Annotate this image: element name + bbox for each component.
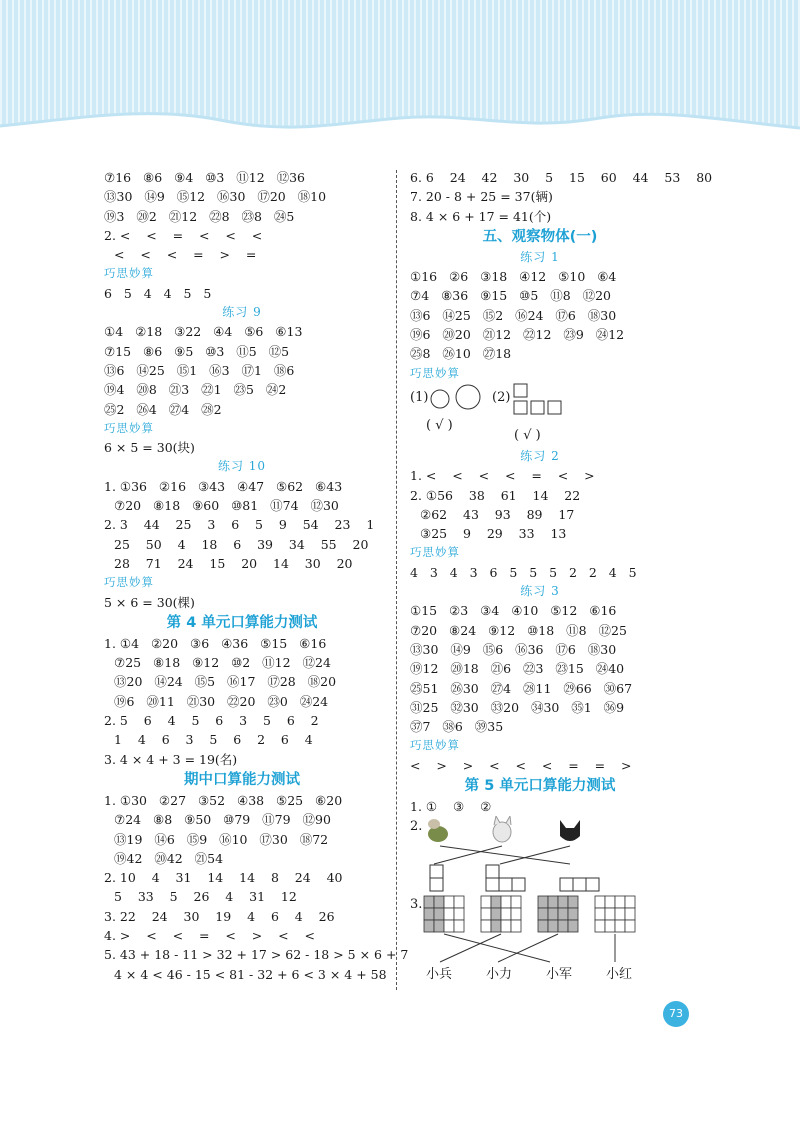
grid-cell bbox=[444, 908, 454, 920]
grid-cell bbox=[595, 908, 605, 920]
figure-row bbox=[410, 383, 670, 447]
grid-cell bbox=[481, 896, 491, 908]
answer-line: ㉕8 ㉖10 ㉗18 bbox=[410, 346, 512, 362]
grid-cell bbox=[568, 920, 578, 932]
answer-line: ㉕2 ㉖4 ㉗4 ㉘2 bbox=[104, 401, 222, 417]
answer-line: ③25 9 29 33 13 bbox=[420, 526, 567, 542]
grid-cell bbox=[424, 908, 434, 920]
figure-label-2: (2) bbox=[492, 389, 511, 405]
header-banner bbox=[0, 0, 800, 150]
grid-cell bbox=[568, 908, 578, 920]
answer-line: 2. ①56 38 61 14 22 bbox=[410, 487, 581, 503]
answer-line: 6 × 5 = 30(块) bbox=[104, 440, 195, 456]
view-square bbox=[430, 878, 443, 891]
answer-line: ⑦15 ⑧6 ⑨5 ⑩3 ⑪5 ⑫5 bbox=[104, 343, 290, 359]
grid-cell bbox=[558, 908, 568, 920]
figure-label-1: (1) bbox=[410, 389, 429, 405]
view-square bbox=[486, 878, 499, 891]
grid-cell bbox=[595, 896, 605, 908]
exercise-subtitle: 练习 2 bbox=[520, 448, 560, 463]
grid-cell bbox=[605, 920, 615, 932]
answer-line: ㉕51 ㉖30 ㉗4 ㉘11 ㉙66 ㉚67 bbox=[410, 680, 633, 696]
answer-line: 2. 10 4 31 14 14 8 24 40 bbox=[104, 870, 343, 886]
grid-cell bbox=[481, 908, 491, 920]
answer-line: 2. 5 6 4 5 6 3 5 6 2 bbox=[104, 713, 319, 729]
figure2-label: 2. bbox=[410, 819, 423, 835]
answer-line: ⑦16 ⑧6 ⑨4 ⑩3 ⑪12 ⑫36 bbox=[104, 170, 306, 185]
grid-cell bbox=[424, 920, 434, 932]
tip-label: 巧思妙算 bbox=[104, 575, 154, 590]
cube-face bbox=[531, 401, 544, 414]
answer-line: ⑲3 ⑳2 ㉑12 ㉒8 ㉓8 ㉔5 bbox=[104, 208, 295, 224]
grid-cell bbox=[434, 896, 444, 908]
grid-cell bbox=[548, 920, 558, 932]
answer-line: ⑬30 ⑭9 ⑮6 ⑯36 ⑰6 ⑱30 bbox=[410, 641, 617, 657]
cube-face bbox=[514, 401, 527, 414]
bird-head-icon bbox=[428, 819, 440, 829]
child-name: 小力 bbox=[486, 967, 513, 983]
grid-cell bbox=[538, 920, 548, 932]
figure-grid-views bbox=[410, 894, 650, 984]
answer-line: 6 5 4 4 5 5 bbox=[104, 285, 212, 301]
grid-cell bbox=[615, 908, 625, 920]
exercise-subtitle: 练习 1 bbox=[520, 249, 560, 264]
answer-line: 1. ①36 ②16 ③43 ④47 ⑤62 ⑥43 bbox=[104, 478, 343, 494]
grid-cell bbox=[491, 908, 501, 920]
answer-line: ㊲7 ㊳6 ㊴35 bbox=[410, 719, 504, 735]
answer-line: ⑲6 ⑳20 ㉑12 ㉒12 ㉓9 ㉔12 bbox=[410, 327, 625, 343]
grid-cell bbox=[511, 908, 521, 920]
answer-line: ①4 ②18 ③22 ④4 ⑤6 ⑥13 bbox=[104, 324, 303, 340]
grid-cell bbox=[538, 896, 548, 908]
child-name: 小红 bbox=[606, 967, 633, 983]
tip-label: 巧思妙算 bbox=[410, 738, 460, 753]
grid-cell bbox=[454, 908, 464, 920]
answer-line: 1. ①4 ②20 ③6 ④36 ⑤15 ⑥16 bbox=[104, 635, 327, 651]
answer-line: ⑦25 ⑧18 ⑨12 ⑩2 ⑪12 ⑫24 bbox=[114, 655, 331, 671]
answer-line: ①15 ②3 ③4 ④10 ⑤12 ⑥16 bbox=[410, 603, 617, 619]
grid-cell bbox=[454, 896, 464, 908]
answer-line: < > > < < < = = > bbox=[410, 757, 632, 773]
answer-line: ⑬6 ⑭25 ⑮2 ⑯24 ⑰6 ⑱30 bbox=[410, 307, 617, 323]
match-line bbox=[440, 846, 570, 864]
tip-label: 巧思妙算 bbox=[104, 266, 154, 281]
grid-cell bbox=[558, 896, 568, 908]
bird-icon bbox=[428, 826, 448, 842]
grid-cell bbox=[548, 908, 558, 920]
grid-cell bbox=[501, 896, 511, 908]
answer-line: ㉛25 ㉜30 ㉝20 ㉞30 ㉟1 ㊱9 bbox=[410, 699, 625, 715]
answer-line: 7. 20 - 8 + 25 = 37(辆) bbox=[410, 189, 553, 205]
figure-check-2: ( √ ) bbox=[514, 427, 541, 443]
view-square bbox=[512, 878, 525, 891]
figure-check-1: ( √ ) bbox=[426, 417, 453, 433]
view-square bbox=[573, 878, 586, 891]
child-name: 小兵 bbox=[426, 967, 453, 983]
answer-line: 5 33 5 26 4 31 12 bbox=[114, 889, 297, 905]
answer-line: ①16 ②6 ③18 ④12 ⑤10 ⑥4 bbox=[410, 269, 617, 285]
answer-line: 2. 3 44 25 3 6 5 9 54 23 1 bbox=[104, 517, 375, 533]
grid-cell bbox=[434, 920, 444, 932]
grid-cell bbox=[595, 920, 605, 932]
tip-label: 巧思妙算 bbox=[410, 365, 460, 380]
cube-face bbox=[514, 384, 527, 397]
section-heading: 五、观察物体(一) bbox=[482, 228, 598, 245]
grid-cell bbox=[511, 896, 521, 908]
grid-cell bbox=[481, 920, 491, 932]
grid-cell bbox=[491, 920, 501, 932]
grid-cell bbox=[558, 920, 568, 932]
grid-cell bbox=[615, 896, 625, 908]
answer-line: ⑦24 ⑧8 ⑨50 ⑩79 ⑪79 ⑫90 bbox=[114, 812, 331, 828]
answer-line: ⑦20 ⑧24 ⑨12 ⑩18 ⑪8 ⑫25 bbox=[410, 622, 627, 638]
answer-line: ⑲42 ⑳42 ㉑54 bbox=[114, 850, 224, 866]
match-line bbox=[440, 934, 501, 962]
large-circle bbox=[456, 385, 480, 409]
grid-cell bbox=[444, 920, 454, 932]
answer-line: 4 × 4 < 46 - 15 < 81 - 32 + 6 < 3 × 4 + 58 bbox=[114, 966, 387, 982]
section-heading: 第 5 单元口算能力测试 bbox=[464, 778, 616, 795]
answer-line: 25 50 4 18 6 39 34 55 20 bbox=[114, 536, 369, 552]
grid-cell bbox=[605, 908, 615, 920]
child-name: 小军 bbox=[546, 967, 573, 983]
exercise-subtitle: 练习 9 bbox=[222, 305, 262, 320]
tip-label: 巧思妙算 bbox=[410, 545, 460, 560]
answer-line: 1. ① ③ ② bbox=[410, 799, 492, 815]
exercise-subtitle: 练习 3 bbox=[520, 584, 560, 599]
cube-face bbox=[548, 401, 561, 414]
answer-line: ⑬19 ⑭6 ⑮9 ⑯10 ⑰30 ⑱72 bbox=[114, 831, 329, 847]
small-circle bbox=[431, 390, 449, 408]
grid-cell bbox=[501, 908, 511, 920]
answer-column-right bbox=[410, 168, 713, 984]
figure-row bbox=[410, 816, 670, 894]
answer-line: 28 71 24 15 20 14 30 20 bbox=[114, 555, 353, 571]
grid-cell bbox=[625, 908, 635, 920]
view-square bbox=[560, 878, 573, 891]
answer-line: ⑬20 ⑭24 ⑮5 ⑯17 ⑰28 ⑱20 bbox=[114, 674, 337, 690]
answer-line: ⑲12 ⑳18 ㉑6 ㉒3 ㉓15 ㉔40 bbox=[410, 661, 625, 677]
grid-cell bbox=[501, 920, 511, 932]
answer-line: 5. 43 + 18 - 11 > 32 + 17 > 62 - 18 > 5 × 6 + 7 bbox=[104, 947, 409, 963]
answer-line: 2. < < = < < < bbox=[104, 227, 263, 243]
grid-cell bbox=[605, 896, 615, 908]
grid-cell bbox=[491, 896, 501, 908]
answer-line: 4 3 4 3 6 5 5 5 2 2 4 5 bbox=[410, 564, 637, 580]
answer-line: 5 × 6 = 30(棵) bbox=[104, 594, 195, 610]
exercise-subtitle: 练习 10 bbox=[217, 459, 267, 474]
answer-column-left bbox=[104, 168, 409, 984]
view-square bbox=[430, 865, 443, 878]
match-line bbox=[444, 934, 550, 962]
view-square bbox=[486, 865, 499, 878]
answer-line: 6. 6 24 42 30 5 15 60 44 53 80 bbox=[410, 170, 713, 185]
grid-cell bbox=[424, 896, 434, 908]
answer-line: ⑲6 ⑳11 ㉑30 ㉒20 ㉓0 ㉔24 bbox=[114, 693, 329, 709]
section-heading: 第 4 单元口算能力测试 bbox=[166, 614, 318, 631]
view-square bbox=[586, 878, 599, 891]
grid-cell bbox=[568, 896, 578, 908]
grid-cell bbox=[454, 920, 464, 932]
grid-cell bbox=[444, 896, 454, 908]
grid-cell bbox=[548, 896, 558, 908]
answer-line: < < < = > = bbox=[114, 247, 257, 263]
grid-cell bbox=[625, 920, 635, 932]
figure-view-choices bbox=[410, 383, 650, 447]
tip-label: 巧思妙算 bbox=[104, 420, 154, 435]
answer-line: 1. ①30 ②27 ③52 ④38 ⑤25 ⑥20 bbox=[104, 792, 343, 808]
match-line bbox=[434, 846, 502, 864]
cat-icon bbox=[493, 822, 511, 842]
view-square bbox=[499, 878, 512, 891]
grid-cell bbox=[615, 920, 625, 932]
grid-cell bbox=[625, 896, 635, 908]
answer-line: ②62 43 93 89 17 bbox=[420, 506, 575, 522]
answer-line: ⑬30 ⑭9 ⑮12 ⑯30 ⑰20 ⑱10 bbox=[104, 189, 327, 205]
answer-line: 1. < < < < = < > bbox=[410, 468, 595, 484]
match-line bbox=[500, 846, 570, 864]
figure3-label: 3. bbox=[410, 897, 423, 913]
answer-line: 3. 22 24 30 19 4 6 4 26 bbox=[104, 908, 335, 924]
grid-cell bbox=[511, 920, 521, 932]
figure-animal-views bbox=[410, 816, 650, 894]
page-number-badge: 73 bbox=[663, 1001, 689, 1027]
answer-line: 1 4 6 3 5 6 2 6 4 bbox=[114, 732, 313, 748]
answer-line: 3. 4 × 4 + 3 = 19(名) bbox=[104, 751, 238, 767]
column-divider bbox=[396, 170, 397, 990]
match-line bbox=[498, 934, 558, 962]
answer-line: ⑦4 ⑧36 ⑨15 ⑩5 ⑪8 ⑫20 bbox=[410, 288, 612, 304]
section-heading: 期中口算能力测试 bbox=[184, 771, 300, 788]
figure-row bbox=[410, 894, 670, 984]
grid-cell bbox=[434, 908, 444, 920]
answer-line: ⑦20 ⑧18 ⑨60 ⑩81 ⑪74 ⑫30 bbox=[114, 498, 339, 514]
answer-line: 8. 4 × 6 + 17 = 41(个) bbox=[410, 208, 552, 224]
answer-line: ⑬6 ⑭25 ⑮1 ⑯3 ⑰1 ⑱6 bbox=[104, 362, 295, 378]
answer-line: ⑲4 ⑳8 ㉑3 ㉒1 ㉓5 ㉔2 bbox=[104, 382, 287, 398]
grid-cell bbox=[538, 908, 548, 920]
fox-icon bbox=[560, 820, 580, 841]
answer-line: 4. > < < = < > < < bbox=[104, 927, 315, 943]
